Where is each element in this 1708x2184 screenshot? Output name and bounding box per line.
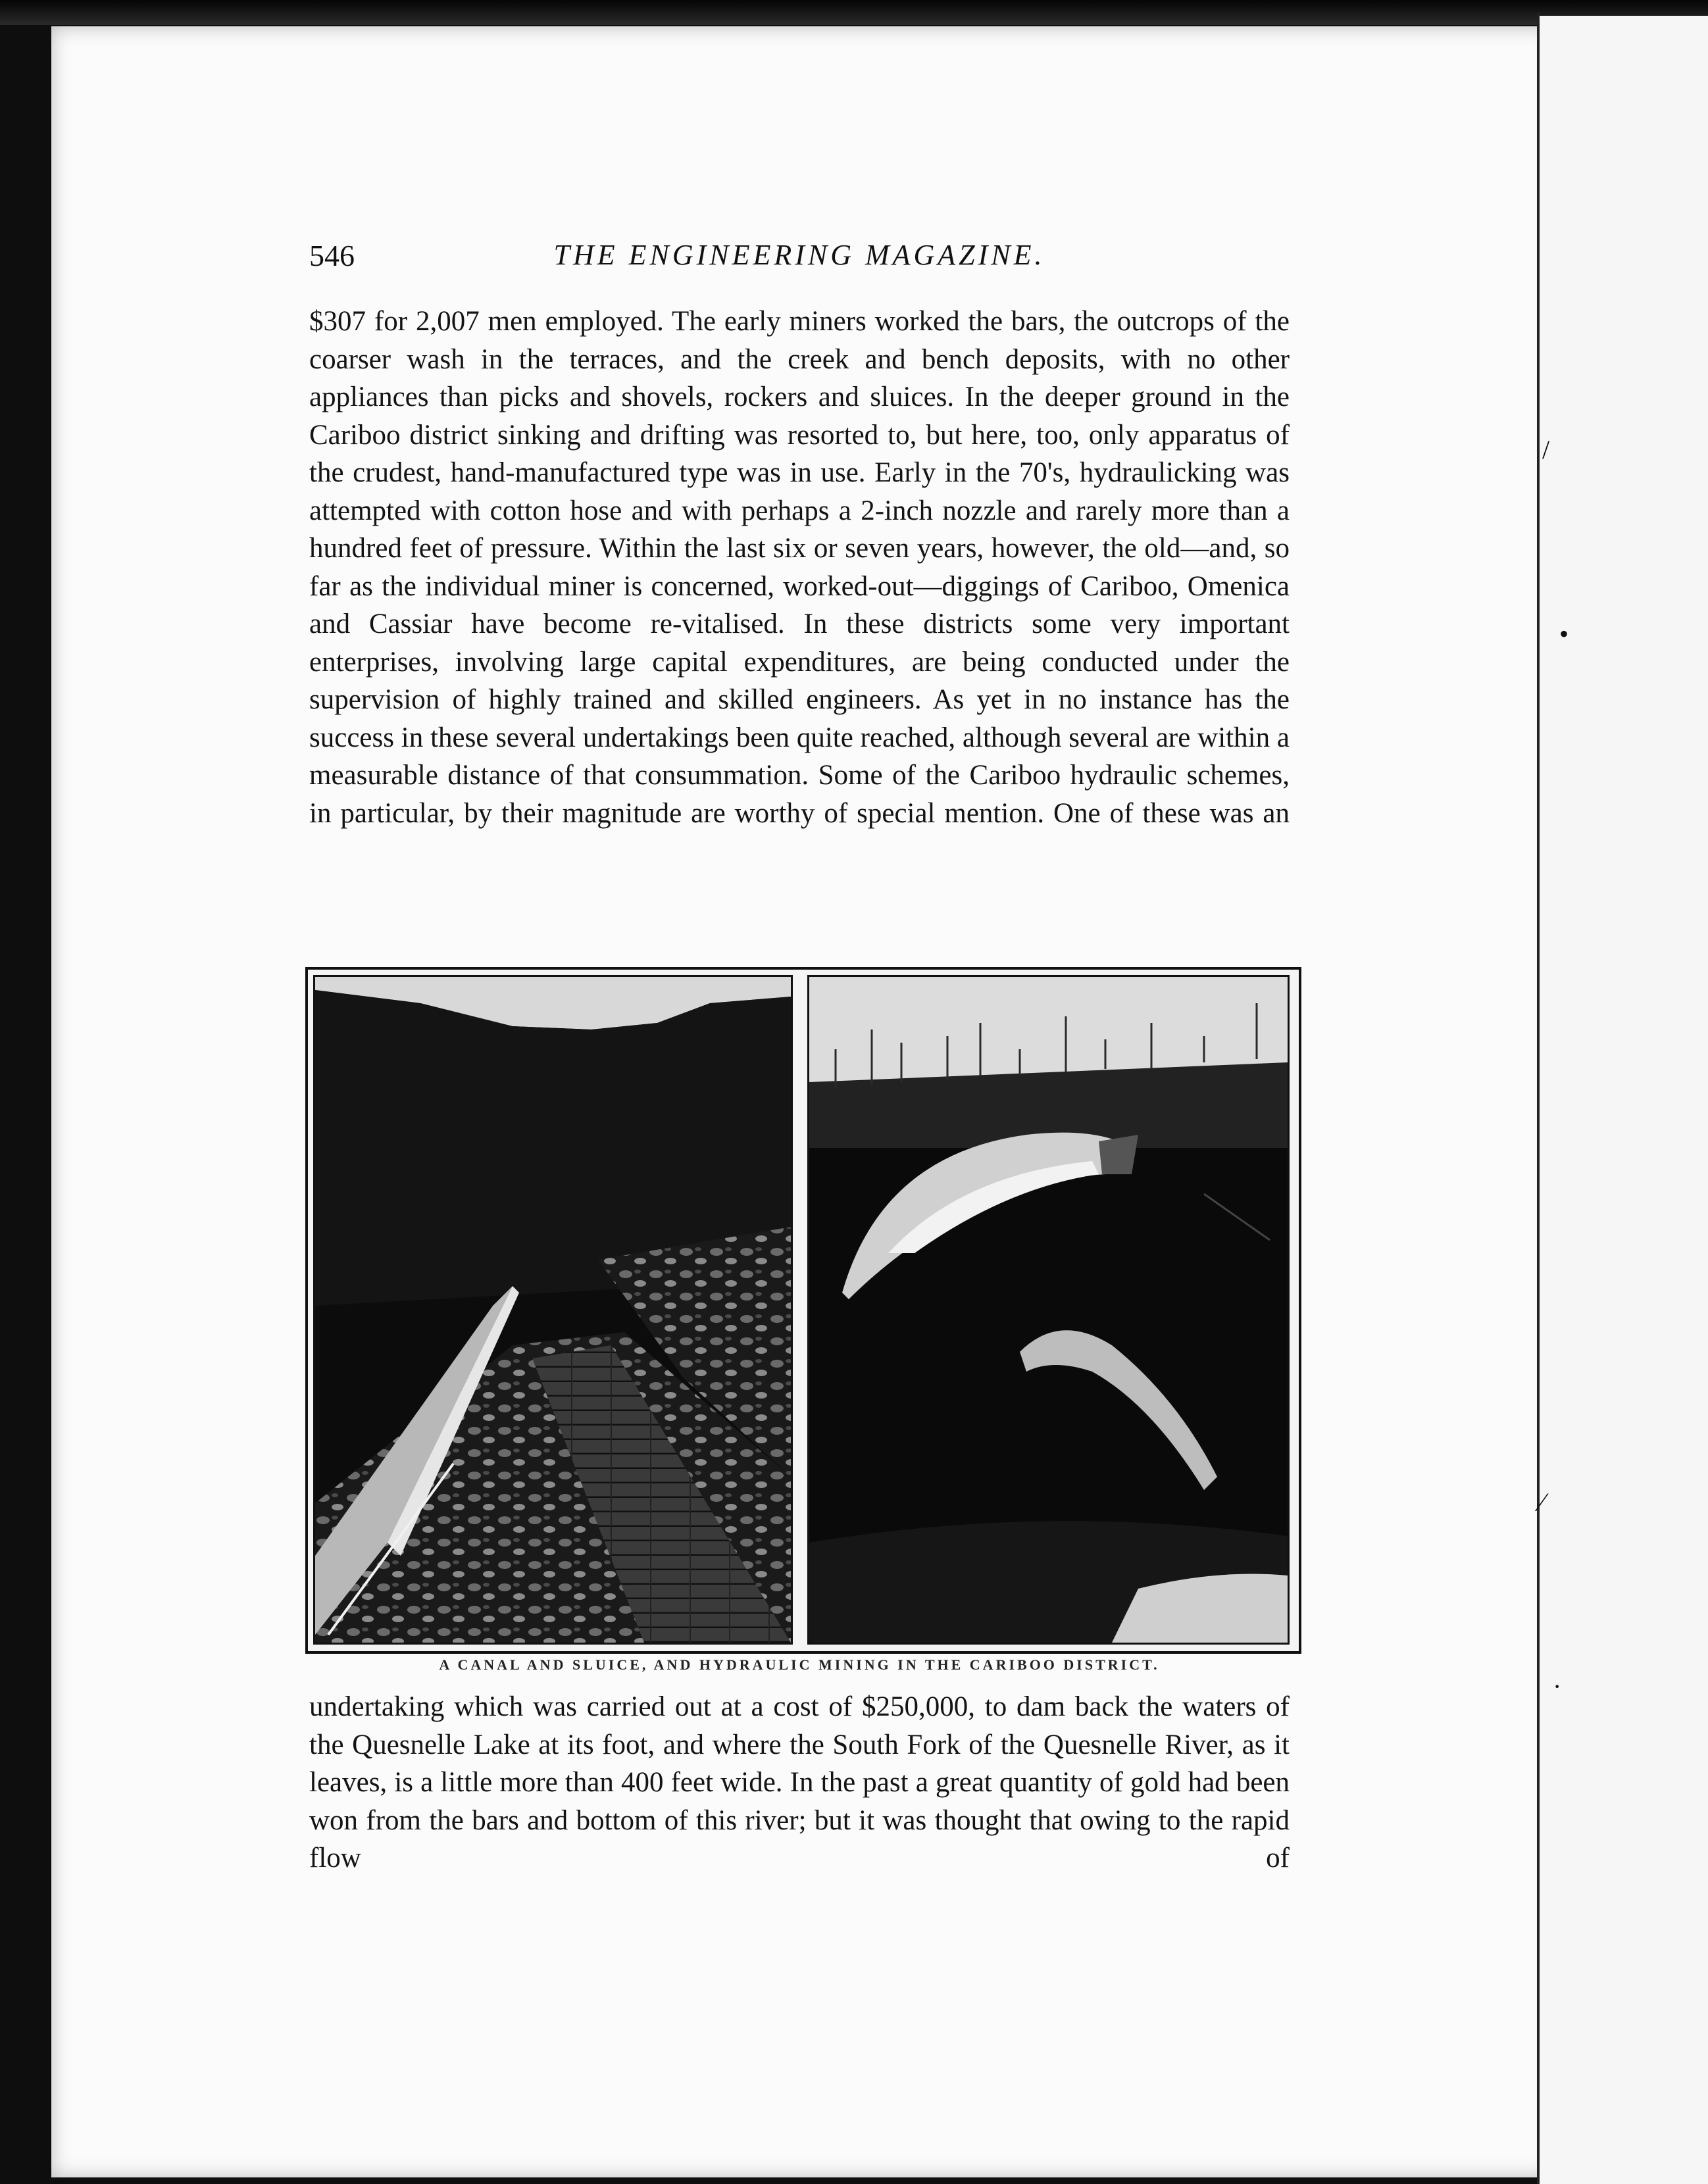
hydraulic-mining-photo — [807, 975, 1290, 1645]
paragraph: $307 for 2,007 men employed. The early miners worked the bars, the outcrops of the coarser wash in the terraces, and the creek and bench deposits, with no other appliances than picks and shovels, rockers and sluices. In the deeper ground in the Cariboo district sinking and drifting was resorted to, but here, too, only apparatus of the crudest, hand-manufactured type was in use. Early in the 70's, hydraulicking was attempted with cotton hose and with perhaps a 2-inch nozzle and rarely more than a hundred feet of pressure. Within the last six or seven years, however, the old—and, so far as the individual miner is concerned, worked-out—diggings of Cariboo, Omenica and Cassiar have become re-vitalised. In these districts some very important enterprises, involving large capital expenditures, are being conducted under the supervision of highly trained and skilled engineers. As yet in no instance has the success in these several undertakings been quite reached, although several are within a measurable distance of that consummation. Some of the Cariboo hydraulic schemes, in particular, by their magnitude are worthy of special mention. One of these was an — [309, 306, 1290, 829]
page-header — [309, 238, 1290, 278]
figure-caption: A CANAL AND SLUICE, AND HYDRAULIC MINING IN THE CARIBOO DISTRICT. — [439, 1656, 1160, 1673]
body-text-bottom — [309, 1688, 1290, 1877]
scan-speck: • — [1559, 619, 1569, 649]
body-text-top — [309, 303, 1290, 832]
running-title: THE ENGINEERING MAGAZINE. — [553, 239, 1045, 271]
paragraph: undertaking which was carried out at a cost of $250,000, to dam back the waters of the Quesnelle Lake at its foot, and where the South Fork of the Quesnelle River, as it leaves, is a little more than 400 feet wide. In the past a great quantity of gold had been won from the bars and bottom of this river; but it was thought that owing to the rapid flow of — [309, 1691, 1290, 1874]
scan-speck: · — [1553, 1672, 1562, 1701]
photo-plate — [305, 967, 1301, 1654]
scan-speck: / — [1542, 435, 1550, 464]
facing-page-edge — [1540, 16, 1708, 2184]
scan-top-edge — [0, 0, 1708, 25]
scan-speck: ⁄ — [1540, 1487, 1544, 1517]
page-number: 546 — [309, 239, 355, 272]
canal-and-sluice-photo — [313, 975, 793, 1645]
